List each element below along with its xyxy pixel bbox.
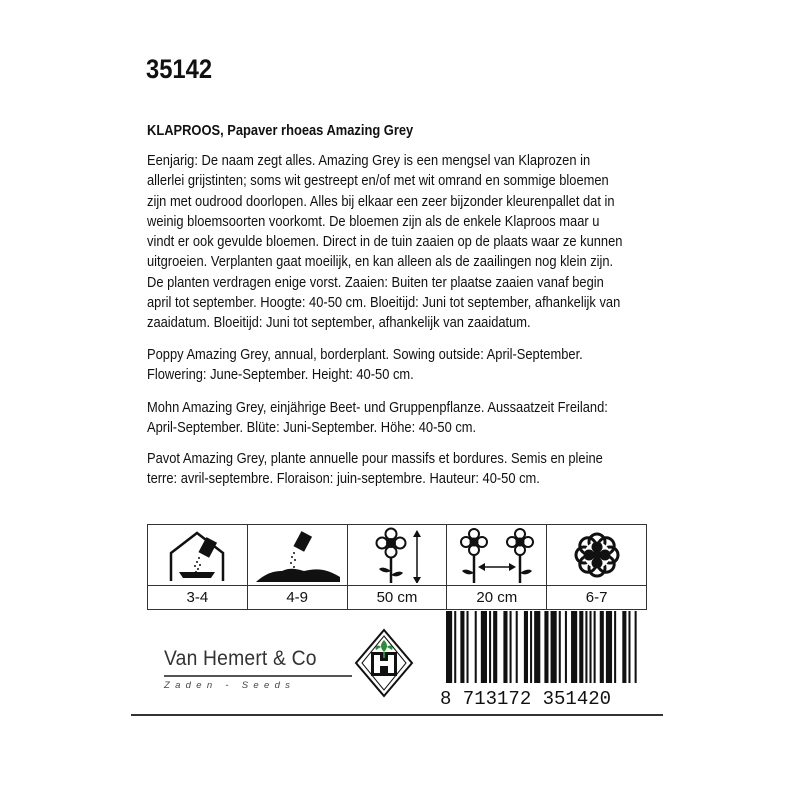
barcode-bar (571, 611, 577, 683)
sowing-outdoor-cell (248, 525, 348, 609)
barcode-bar (530, 611, 532, 683)
plant-height-value: 50 cm (376, 589, 418, 606)
flowering-months: 6-7 (585, 589, 608, 606)
barcode-bar (524, 611, 528, 683)
barcode-bar (606, 611, 612, 683)
barcode-bar (454, 611, 456, 683)
barcode-bar (544, 611, 548, 683)
description-french: Pavot Amazing Grey, plante annuelle pour massifs et bordures. Semis en pleine terre: avril-septembre. Floraison: juin-septembre. Hauteur: 40-50 cm. (147, 450, 603, 488)
barcode-bar (475, 611, 477, 683)
barcode-bar (460, 611, 464, 683)
product-title: KLAPROOS, Papaver rhoeas Amazing Grey (147, 122, 414, 139)
barcode-bar (481, 611, 487, 683)
description-english: Poppy Amazing Grey, annual, borderplant. Sowing outside: April-September. Flowering: June-September. Height: 40-50 cm. (147, 346, 583, 384)
sowing-indoor-months: 3-4 (186, 589, 209, 606)
barcode-bar (594, 611, 596, 683)
brand-divider (164, 675, 352, 677)
barcode-bar (628, 611, 630, 683)
van-hemert-logo-icon (354, 628, 414, 698)
description-german: Mohn Amazing Grey, einjährige Beet- und Gruppenpflanze. Aussaatzeit Freiland: April-September. Blüte: Juni-September. Höhe: 40-50 cm. (147, 399, 608, 437)
outdoor-sowing-icon (252, 527, 342, 583)
barcode-bar (493, 611, 497, 683)
flowering-cell (547, 525, 646, 609)
sowing-indoor-cell (148, 525, 248, 609)
barcode-bar (510, 611, 512, 683)
barcode-bar (516, 611, 518, 683)
barcode-bar (503, 611, 507, 683)
plant-height-icon (357, 527, 437, 583)
barcode-bar (551, 611, 557, 683)
plant-spacing-value: 20 cm (476, 589, 518, 606)
barcode-bar (534, 611, 540, 683)
brand-block (164, 647, 354, 691)
barcode-bar (600, 611, 604, 683)
brand-tagline: Zaden - Seeds (164, 679, 296, 691)
greenhouse-sowing-icon (157, 527, 237, 583)
barcode-bar (622, 611, 626, 683)
barcode-bar (614, 611, 616, 683)
barcode-bar (579, 611, 583, 683)
brand-name: Van Hemert & Co (164, 647, 317, 670)
article-number: 35142 (146, 54, 213, 84)
sowing-outdoor-months: 4-9 (286, 589, 309, 606)
barcode-bar (446, 611, 452, 683)
barcode (440, 611, 640, 691)
plant-spacing-icon (452, 527, 542, 583)
spacing-cell (447, 525, 547, 609)
barcode-bar (590, 611, 592, 683)
barcode-bar (565, 611, 567, 683)
growing-info-table (147, 524, 647, 610)
barcode-bar (585, 611, 587, 683)
barcode-digits: 8 713172 351420 (440, 688, 612, 710)
bottom-divider (131, 714, 663, 716)
barcode-bar (559, 611, 561, 683)
barcode-bar (635, 611, 637, 683)
flowering-icon (562, 527, 632, 583)
height-cell (348, 525, 448, 609)
barcode-bar (489, 611, 491, 683)
description-dutch: Eenjarig: De naam zegt alles. Amazing Grey is een mengsel van Klaprozen in allerlei grijstinten; soms wit gestreept en/of met wit omrand en sommige bloemen zijn met oudrood doorlopen. Alles bij elkaar een zeer bijzonder kleurenpallet dat in weinig bloemsoorten voorkomt. De bloemen zijn als de enkele Klaproos maar u vindt er ook gevulde bloemen. Direct in de tuin zaaien op de plaats waar ze kunnen uitgroeien. Verplanten gaat moeilijk, en kan alleen als de zaailingen nog klein zijn. De planten verdragen enige vorst. Zaaien: Buiten ter plaatse zaaien vanaf begin april tot september. Hoogte: 40-50 cm. Bloeitijd: Juni tot september, afhankelijk van zaaidatum. Bloeitijd: Juni tot september, afhankelijk van zaaidatum. (147, 152, 623, 332)
barcode-bar (467, 611, 469, 683)
